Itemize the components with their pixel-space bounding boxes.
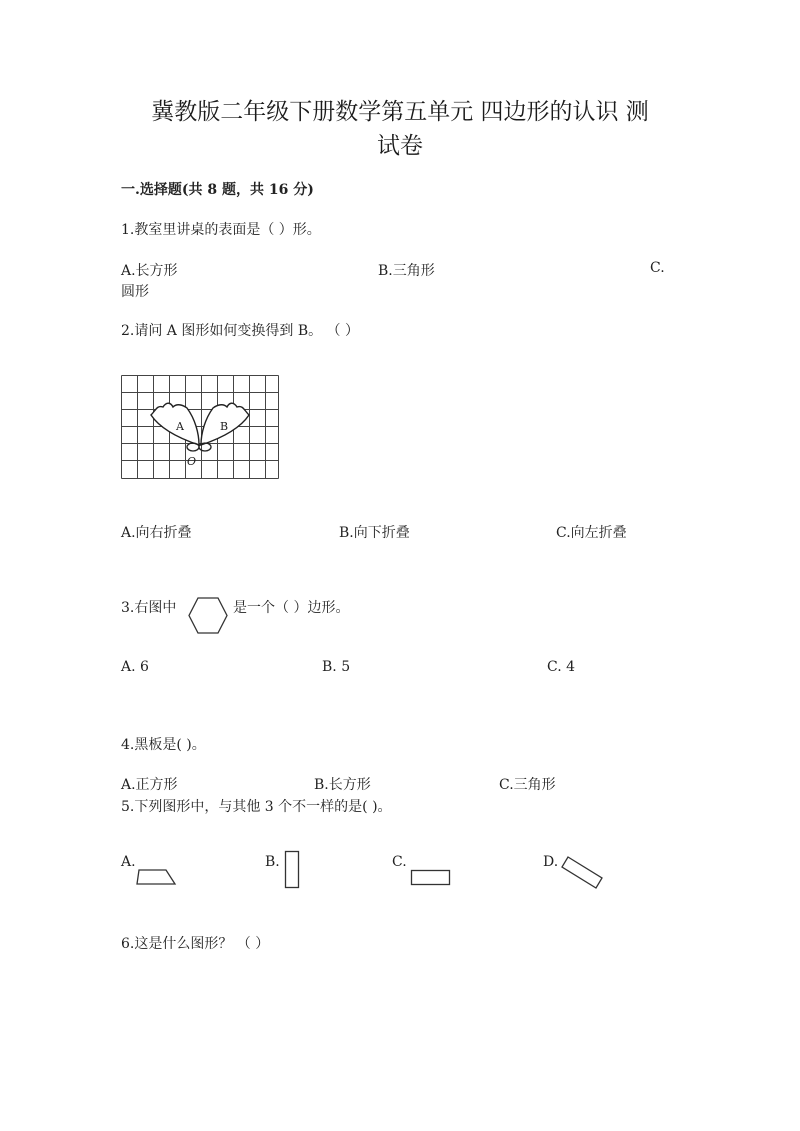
- q5-option-d[interactable]: D.: [543, 854, 559, 870]
- q3-option-a[interactable]: A. 6: [121, 659, 149, 675]
- q2-option-b[interactable]: B.向下折叠: [339, 525, 410, 541]
- figure-label-b: B: [220, 420, 229, 433]
- q2-option-a[interactable]: A.向右折叠: [121, 525, 192, 541]
- q2-stem: 2.请问 A 图形如何变换得到 B。 （ ）: [121, 323, 360, 339]
- figure-label-o: O: [187, 455, 197, 468]
- q3-stem-before: 3.右图中: [121, 600, 177, 616]
- q4-option-b[interactable]: B.长方形: [314, 777, 371, 793]
- page-title-line1: 冀教版二年级下册数学第五单元 四边形的认识 测: [151, 99, 649, 125]
- q4-option-c[interactable]: C.三角形: [499, 777, 556, 793]
- q1-stem: 1.教室里讲桌的表面是（ ）形。: [121, 222, 321, 238]
- q5-option-b[interactable]: B.: [265, 854, 280, 870]
- q1-option-c-text: 圆形: [121, 284, 149, 300]
- parallelogram-shape: [136, 866, 178, 886]
- q1-option-c[interactable]: C.: [650, 260, 665, 276]
- q1-option-a[interactable]: A.长方形: [121, 263, 178, 279]
- q6-stem: 6.这是什么图形？ （ ）: [121, 936, 270, 952]
- wide-rectangle-shape: [410, 869, 452, 887]
- q4-option-a[interactable]: A.正方形: [121, 777, 178, 793]
- q1-option-b[interactable]: B.三角形: [378, 263, 435, 279]
- tall-rectangle-shape: [284, 850, 300, 890]
- q2-grid-figure: [121, 375, 279, 479]
- q4-stem: 4.黑板是( )。: [121, 737, 206, 753]
- q5-stem: 5.下列图形中，与其他 3 个不一样的是( )。: [121, 799, 392, 815]
- q3-option-c[interactable]: C. 4: [547, 659, 576, 675]
- q5-option-a[interactable]: A.: [121, 854, 136, 870]
- hexagon-icon: [188, 597, 228, 634]
- page-title-line2: 试卷: [377, 133, 423, 159]
- q2-option-c[interactable]: C.向左折叠: [556, 525, 627, 541]
- q3-stem-after: 是一个（ ）边形。: [233, 600, 350, 616]
- tilted-rectangle-shape: [559, 854, 605, 894]
- q5-option-c[interactable]: C.: [392, 854, 407, 870]
- q3-option-b[interactable]: B. 5: [322, 659, 351, 675]
- figure-label-a: A: [176, 420, 184, 433]
- section-heading: 一.选择题(共 8 题，共 16 分): [121, 182, 314, 198]
